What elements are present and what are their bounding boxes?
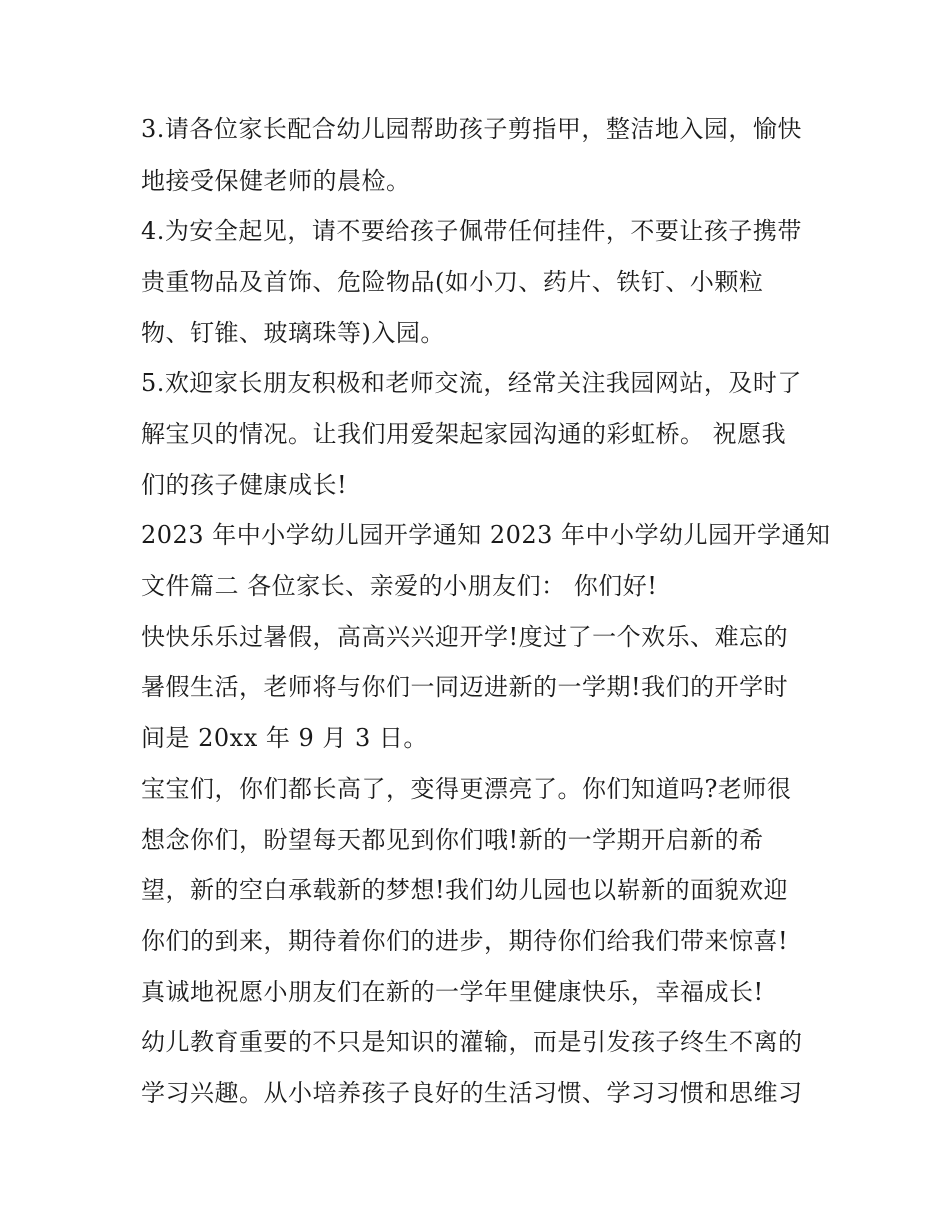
text-line: 们的孩子健康成长! bbox=[141, 471, 348, 499]
text-line: 地接受保健老师的晨检。 bbox=[141, 167, 411, 195]
text-line: 真诚地祝愿小朋友们在新的一学年里健康快乐，幸福成长! bbox=[141, 978, 764, 1006]
text-line: 5.欢迎家长朋友积极和老师交流，经常关注我园网站，及时了 bbox=[141, 369, 802, 397]
text-line: 文件篇二 各位家长、亲爱的小朋友们： 你们好! bbox=[141, 572, 658, 600]
text-line: 2023 年中小学幼儿园开学通知 2023 年中小学幼儿园开学通知 bbox=[141, 521, 831, 549]
text-line: 你们的到来，期待着你们的进步，期待你们给我们带来惊喜! bbox=[141, 927, 789, 955]
text-line: 快快乐乐过暑假，高高兴兴迎开学!度过了一个欢乐、难忘的 bbox=[141, 623, 789, 651]
text-line: 暑假生活，老师将与你们一同迈进新的一学期!我们的开学时 bbox=[141, 673, 789, 701]
text-line: 宝宝们，你们都长高了，变得更漂亮了。你们知道吗?老师很 bbox=[141, 775, 792, 803]
text-line: 望，新的空白承载新的梦想!我们幼儿园也以崭新的面貌欢迎 bbox=[141, 876, 789, 904]
text-line: 学习兴趣。从小培养孩子良好的生活习惯、学习习惯和思维习 bbox=[141, 1079, 803, 1107]
text-line: 解宝贝的情况。让我们用爱架起家园沟通的彩虹桥。 祝愿我 bbox=[141, 420, 787, 448]
text-line: 间是 20xx 年 9 月 3 日。 bbox=[141, 724, 428, 752]
text-line: 贵重物品及首饰、危险物品(如小刀、药片、铁钉、小颗粒 bbox=[141, 268, 764, 296]
text-line: 想念你们，盼望每天都见到你们哦!新的一学期开启新的希 bbox=[141, 826, 764, 854]
text-line: 3.请各位家长配合幼儿园帮助孩子剪指甲，整洁地入园，愉快 bbox=[141, 115, 802, 143]
text-line: 4.为安全起见，请不要给孩子佩带任何挂件，不要让孩子携带 bbox=[141, 217, 802, 245]
text-line: 幼儿教育重要的不只是知识的灌输，而是引发孩子终生不离的 bbox=[141, 1028, 803, 1056]
text-line: 物、钉锥、玻璃珠等)入园。 bbox=[141, 319, 445, 347]
